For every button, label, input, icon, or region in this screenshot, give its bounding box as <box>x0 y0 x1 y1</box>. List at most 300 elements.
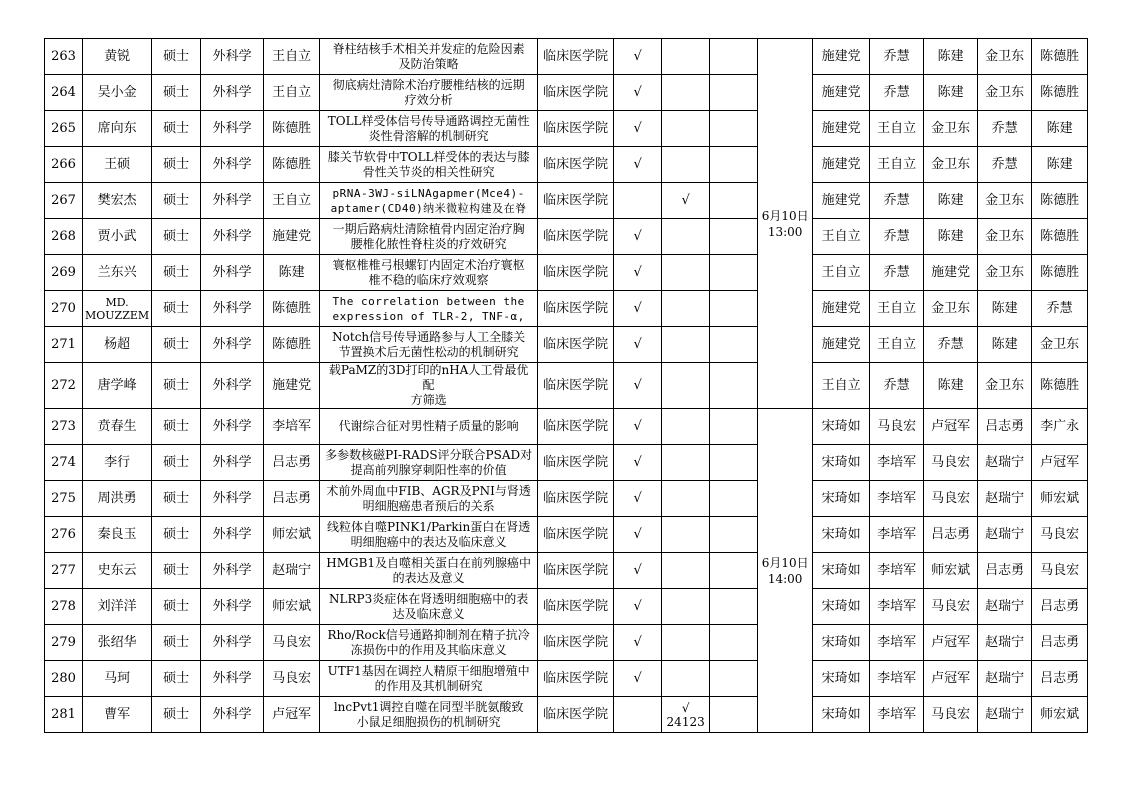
committee-chair: 王自立 <box>813 363 870 409</box>
committee-member: 吕志勇 <box>1032 661 1088 697</box>
blank-column <box>710 517 758 553</box>
degree: 硕士 <box>152 111 201 147</box>
thesis-title <box>320 75 538 111</box>
major: 外科学 <box>201 255 264 291</box>
college: 临床医学院 <box>538 147 614 183</box>
committee-chair: 施建党 <box>813 147 870 183</box>
thesis-title-line: UTF1基因在调控人精原干细胞增殖中 <box>327 663 530 678</box>
major: 外科学 <box>201 589 264 625</box>
thesis-title-line: 炎性骨溶解的机制研究 <box>368 128 489 143</box>
blank-column <box>710 39 758 75</box>
row-number: 279 <box>45 625 83 661</box>
degree: 硕士 <box>152 661 201 697</box>
college: 临床医学院 <box>538 589 614 625</box>
advisor: 卢冠军 <box>264 697 320 733</box>
student-name: 刘洋洋 <box>83 589 152 625</box>
row-number: 277 <box>45 553 83 589</box>
committee-member: 马良宏 <box>924 481 978 517</box>
thesis-title <box>320 111 538 147</box>
committee-member: 乔慧 <box>870 255 924 291</box>
committee-member: 卢冠军 <box>924 661 978 697</box>
student-name: 秦良玉 <box>83 517 152 553</box>
degree: 硕士 <box>152 625 201 661</box>
check-column-1 <box>614 697 662 733</box>
check-column-2 <box>662 291 710 327</box>
committee-chair: 施建党 <box>813 75 870 111</box>
college: 临床医学院 <box>538 517 614 553</box>
student-name-line: MD. <box>105 295 129 309</box>
thesis-title-line: 疗效分析 <box>404 92 453 107</box>
thesis-title-line: 方筛选 <box>410 393 447 407</box>
committee-member: 陈德胜 <box>1032 255 1088 291</box>
committee-member: 陈建 <box>924 183 978 219</box>
student-name: 曹军 <box>83 697 152 733</box>
table-row <box>45 697 1088 733</box>
advisor: 李培军 <box>264 409 320 445</box>
blank-column <box>710 183 758 219</box>
committee-member: 李培军 <box>870 445 924 481</box>
committee-member: 施建党 <box>924 255 978 291</box>
college: 临床医学院 <box>538 409 614 445</box>
check-column-1: √ <box>614 661 662 697</box>
row-number: 267 <box>45 183 83 219</box>
blank-column <box>710 589 758 625</box>
defense-time <box>758 409 813 733</box>
row-number: 269 <box>45 255 83 291</box>
major: 外科学 <box>201 697 264 733</box>
committee-chair: 宋琦如 <box>813 481 870 517</box>
committee-member: 乔慧 <box>978 147 1032 183</box>
check-column-2 <box>662 445 710 481</box>
major: 外科学 <box>201 147 264 183</box>
major: 外科学 <box>201 111 264 147</box>
committee-member: 李培军 <box>870 553 924 589</box>
blank-column <box>710 219 758 255</box>
committee-chair: 施建党 <box>813 183 870 219</box>
student-name: 杨超 <box>83 327 152 363</box>
check-column-1: √ <box>614 327 662 363</box>
table-body <box>45 39 1088 733</box>
row-number: 274 <box>45 445 83 481</box>
table-row <box>45 481 1088 517</box>
thesis-title-line: 术前外周血中FIB、AGR及PNI与肾透 <box>326 483 531 498</box>
defense-time-line: 13:00 <box>767 224 803 239</box>
thesis-title <box>320 363 538 409</box>
committee-chair: 施建党 <box>813 39 870 75</box>
committee-member: 乔慧 <box>870 363 924 409</box>
row-number: 276 <box>45 517 83 553</box>
advisor: 陈德胜 <box>264 291 320 327</box>
committee-member: 卢冠军 <box>924 625 978 661</box>
college: 临床医学院 <box>538 327 614 363</box>
degree: 硕士 <box>152 219 201 255</box>
thesis-title <box>320 291 538 327</box>
table-row <box>45 291 1088 327</box>
check-column-2 <box>662 327 710 363</box>
student-name: 马珂 <box>83 661 152 697</box>
thesis-title <box>320 183 538 219</box>
check-column-2-line: √ <box>681 700 690 715</box>
committee-member: 金卫东 <box>978 39 1032 75</box>
committee-member: 金卫东 <box>978 219 1032 255</box>
thesis-title-line: aptamer(CD40)纳米微粒构建及在脊 <box>330 201 527 215</box>
committee-member: 陈建 <box>924 39 978 75</box>
committee-member: 金卫东 <box>1032 327 1088 363</box>
major: 外科学 <box>201 291 264 327</box>
committee-member: 金卫东 <box>924 291 978 327</box>
check-column-1: √ <box>614 111 662 147</box>
committee-member: 乔慧 <box>870 219 924 255</box>
committee-chair: 宋琦如 <box>813 409 870 445</box>
committee-member: 陈建 <box>924 219 978 255</box>
committee-member: 赵瑞宁 <box>978 517 1032 553</box>
thesis-title-line: lncPvt1调控自噬在同型半胱氨酸致 <box>333 699 524 714</box>
student-name: 吴小金 <box>83 75 152 111</box>
committee-member: 赵瑞宁 <box>978 625 1032 661</box>
check-column-1: √ <box>614 445 662 481</box>
committee-member: 师宏斌 <box>1032 697 1088 733</box>
committee-member: 陈德胜 <box>1032 219 1088 255</box>
degree: 硕士 <box>152 697 201 733</box>
thesis-title-line: 骨性关节炎的相关性研究 <box>362 164 495 179</box>
committee-member: 乔慧 <box>1032 291 1088 327</box>
degree: 硕士 <box>152 255 201 291</box>
committee-member: 卢冠军 <box>1032 445 1088 481</box>
blank-column <box>710 363 758 409</box>
major: 外科学 <box>201 625 264 661</box>
committee-member: 陈建 <box>978 327 1032 363</box>
committee-member: 金卫东 <box>978 363 1032 409</box>
committee-member: 陈建 <box>1032 111 1088 147</box>
defense-time-line: 6月10日 <box>761 208 809 223</box>
blank-column <box>710 481 758 517</box>
thesis-title <box>320 409 538 445</box>
row-number: 275 <box>45 481 83 517</box>
degree: 硕士 <box>152 553 201 589</box>
thesis-title-line: 的表达及意义 <box>392 570 465 585</box>
student-name: 席向东 <box>83 111 152 147</box>
degree: 硕士 <box>152 291 201 327</box>
check-column-1: √ <box>614 147 662 183</box>
check-column-1 <box>614 183 662 219</box>
check-column-2 <box>662 111 710 147</box>
major: 外科学 <box>201 661 264 697</box>
table-row <box>45 219 1088 255</box>
thesis-title-line: expression of TLR-2, TNF-α, <box>332 309 525 323</box>
row-number: 271 <box>45 327 83 363</box>
committee-member: 马良宏 <box>924 589 978 625</box>
committee-member: 赵瑞宁 <box>978 481 1032 517</box>
check-column-2 <box>662 219 710 255</box>
row-number: 273 <box>45 409 83 445</box>
advisor: 陈德胜 <box>264 147 320 183</box>
check-column-1: √ <box>614 219 662 255</box>
student-name: 樊宏杰 <box>83 183 152 219</box>
thesis-title-line: Notch信号传导通路参与人工全膝关 <box>332 329 526 344</box>
degree: 硕士 <box>152 445 201 481</box>
advisor: 吕志勇 <box>264 445 320 481</box>
table-row <box>45 75 1088 111</box>
thesis-title <box>320 445 538 481</box>
student-name: 张绍华 <box>83 625 152 661</box>
committee-member: 马良宏 <box>1032 517 1088 553</box>
committee-member: 马良宏 <box>924 697 978 733</box>
major: 外科学 <box>201 219 264 255</box>
committee-chair: 王自立 <box>813 255 870 291</box>
blank-column <box>710 445 758 481</box>
thesis-title-line: 代谢综合征对男性精子质量的影响 <box>338 419 519 433</box>
student-name: 唐学峰 <box>83 363 152 409</box>
committee-member: 王自立 <box>870 111 924 147</box>
thesis-title-line: 小鼠足细胞损伤的机制研究 <box>356 714 501 729</box>
student-name: 周洪勇 <box>83 481 152 517</box>
thesis-title-line: 节置换术后无菌性松动的机制研究 <box>338 344 519 359</box>
thesis-title <box>320 553 538 589</box>
committee-member: 金卫东 <box>924 111 978 147</box>
major: 外科学 <box>201 39 264 75</box>
blank-column <box>710 291 758 327</box>
check-column-2 <box>662 39 710 75</box>
blank-column <box>710 697 758 733</box>
defense-time <box>758 39 813 409</box>
thesis-title-line: 脊柱结核手术相关并发症的危险因素 <box>332 41 525 56</box>
thesis-title-line: 多参数核磁PI-RADS评分联合PSAD对 <box>325 447 533 462</box>
thesis-title <box>320 517 538 553</box>
committee-member: 陈德胜 <box>1032 183 1088 219</box>
committee-member: 王自立 <box>870 147 924 183</box>
thesis-title-line: 一期后路病灶清除植骨内固定治疗胸 <box>332 221 525 236</box>
committee-chair: 宋琦如 <box>813 697 870 733</box>
student-name <box>83 291 152 327</box>
committee-member: 吕志勇 <box>1032 625 1088 661</box>
blank-column <box>710 111 758 147</box>
check-column-2-line: 24123 <box>666 714 705 729</box>
table-row <box>45 147 1088 183</box>
major: 外科学 <box>201 183 264 219</box>
committee-member: 陈建 <box>978 291 1032 327</box>
student-name: 兰东兴 <box>83 255 152 291</box>
committee-member: 李广永 <box>1032 409 1088 445</box>
check-column-2 <box>662 589 710 625</box>
thesis-title <box>320 625 538 661</box>
committee-member: 卢冠军 <box>924 409 978 445</box>
advisor: 王自立 <box>264 75 320 111</box>
table-row <box>45 661 1088 697</box>
major: 外科学 <box>201 445 264 481</box>
row-number: 263 <box>45 39 83 75</box>
committee-member: 李培军 <box>870 589 924 625</box>
thesis-title-line: 明细胞癌患者预后的关系 <box>362 498 495 513</box>
thesis-title-line: 载PaMZ的3D打印的nHA人工骨最优配 <box>328 363 529 392</box>
thesis-title-line: 冻损伤中的作用及其临床意义 <box>350 642 507 657</box>
advisor: 王自立 <box>264 183 320 219</box>
major: 外科学 <box>201 75 264 111</box>
advisor: 马良宏 <box>264 625 320 661</box>
college: 临床医学院 <box>538 661 614 697</box>
committee-member: 金卫东 <box>978 255 1032 291</box>
college: 临床医学院 <box>538 255 614 291</box>
thesis-title-line: 明细胞癌中的表达及临床意义 <box>350 534 507 549</box>
committee-member: 金卫东 <box>978 183 1032 219</box>
advisor: 陈建 <box>264 255 320 291</box>
committee-chair: 宋琦如 <box>813 517 870 553</box>
committee-member: 陈建 <box>924 363 978 409</box>
row-number: 268 <box>45 219 83 255</box>
committee-member: 赵瑞宁 <box>978 589 1032 625</box>
thesis-title-line: 线粒体自噬PINK1/Parkin蛋白在肾透 <box>327 519 531 534</box>
row-number: 266 <box>45 147 83 183</box>
college: 临床医学院 <box>538 39 614 75</box>
check-column-1: √ <box>614 409 662 445</box>
check-column-1: √ <box>614 589 662 625</box>
degree: 硕士 <box>152 147 201 183</box>
check-column-1: √ <box>614 75 662 111</box>
thesis-title-line: 彻底病灶清除术治疗腰椎结核的远期 <box>332 77 525 92</box>
committee-member: 乔慧 <box>870 183 924 219</box>
major: 外科学 <box>201 327 264 363</box>
check-column-1: √ <box>614 255 662 291</box>
college: 临床医学院 <box>538 697 614 733</box>
check-column-2 <box>662 553 710 589</box>
advisor: 陈德胜 <box>264 111 320 147</box>
blank-column <box>710 661 758 697</box>
row-number: 278 <box>45 589 83 625</box>
row-number: 270 <box>45 291 83 327</box>
row-number: 280 <box>45 661 83 697</box>
check-column-2 <box>662 255 710 291</box>
advisor: 陈德胜 <box>264 327 320 363</box>
committee-member: 王自立 <box>870 327 924 363</box>
student-name: 史东云 <box>83 553 152 589</box>
major: 外科学 <box>201 363 264 409</box>
defense-time-line: 6月10日 <box>761 555 809 570</box>
advisor: 赵瑞宁 <box>264 553 320 589</box>
committee-chair: 宋琦如 <box>813 445 870 481</box>
table-row <box>45 553 1088 589</box>
table-row <box>45 183 1088 219</box>
student-name-line: MOUZZEM <box>85 308 150 322</box>
degree: 硕士 <box>152 363 201 409</box>
thesis-title-line: 寰枢椎椎弓根螺钉内固定术治疗寰枢 <box>332 257 525 272</box>
table-row <box>45 111 1088 147</box>
committee-member: 陈德胜 <box>1032 75 1088 111</box>
college: 临床医学院 <box>538 183 614 219</box>
advisor: 师宏斌 <box>264 517 320 553</box>
check-column-2: √ <box>662 183 710 219</box>
thesis-title <box>320 661 538 697</box>
table-row <box>45 363 1088 409</box>
check-column-1: √ <box>614 363 662 409</box>
check-column-2 <box>662 363 710 409</box>
committee-member: 赵瑞宁 <box>978 661 1032 697</box>
thesis-title <box>320 219 538 255</box>
advisor: 施建党 <box>264 219 320 255</box>
table-row <box>45 409 1088 445</box>
committee-member: 马良宏 <box>924 445 978 481</box>
college: 临床医学院 <box>538 219 614 255</box>
table-row <box>45 39 1088 75</box>
major: 外科学 <box>201 409 264 445</box>
committee-member: 乔慧 <box>978 111 1032 147</box>
table-row <box>45 327 1088 363</box>
check-column-2 <box>662 75 710 111</box>
table-row <box>45 517 1088 553</box>
thesis-title-line: 及防治策略 <box>398 56 459 71</box>
thesis-title <box>320 39 538 75</box>
college: 临床医学院 <box>538 111 614 147</box>
row-number: 264 <box>45 75 83 111</box>
committee-member: 陈建 <box>924 75 978 111</box>
committee-member: 吕志勇 <box>978 409 1032 445</box>
thesis-title-line: 的作用及其机制研究 <box>374 678 483 693</box>
committee-member: 李培军 <box>870 661 924 697</box>
check-column-1: √ <box>614 481 662 517</box>
committee-member: 赵瑞宁 <box>978 445 1032 481</box>
committee-member: 陈德胜 <box>1032 363 1088 409</box>
thesis-title-line: 达及临床意义 <box>392 606 465 621</box>
check-column-2 <box>662 661 710 697</box>
defense-time-line: 14:00 <box>767 571 803 586</box>
check-column-2 <box>662 481 710 517</box>
row-number: 265 <box>45 111 83 147</box>
thesis-title <box>320 481 538 517</box>
degree: 硕士 <box>152 75 201 111</box>
student-name: 贲春生 <box>83 409 152 445</box>
degree: 硕士 <box>152 39 201 75</box>
degree: 硕士 <box>152 589 201 625</box>
committee-member: 李培军 <box>870 625 924 661</box>
committee-chair: 宋琦如 <box>813 625 870 661</box>
student-name: 王硕 <box>83 147 152 183</box>
thesis-title <box>320 147 538 183</box>
check-column-1: √ <box>614 553 662 589</box>
committee-member: 马良宏 <box>870 409 924 445</box>
thesis-title-line: HMGB1及自噬相关蛋白在前列腺癌中 <box>326 555 532 570</box>
blank-column <box>710 625 758 661</box>
advisor: 施建党 <box>264 363 320 409</box>
thesis-title <box>320 697 538 733</box>
committee-member: 金卫东 <box>978 75 1032 111</box>
blank-column <box>710 147 758 183</box>
committee-chair: 宋琦如 <box>813 553 870 589</box>
major: 外科学 <box>201 481 264 517</box>
thesis-title-line: 腰椎化脓性脊柱炎的疗效研究 <box>350 236 507 251</box>
thesis-title-line: 椎不稳的临床疗效观察 <box>368 272 489 287</box>
thesis-title <box>320 589 538 625</box>
thesis-title-line: NLRP3炎症体在肾透明细胞癌中的表 <box>329 591 529 606</box>
check-column-2 <box>662 409 710 445</box>
row-number: 272 <box>45 363 83 409</box>
college: 临床医学院 <box>538 363 614 409</box>
college: 临床医学院 <box>538 291 614 327</box>
committee-member: 吕志勇 <box>1032 589 1088 625</box>
committee-member: 乔慧 <box>870 39 924 75</box>
college: 临床医学院 <box>538 445 614 481</box>
committee-member: 马良宏 <box>1032 553 1088 589</box>
degree: 硕士 <box>152 183 201 219</box>
blank-column <box>710 255 758 291</box>
blank-column <box>710 327 758 363</box>
defense-table <box>44 38 1088 733</box>
committee-chair: 宋琦如 <box>813 589 870 625</box>
table-row <box>45 255 1088 291</box>
committee-chair: 宋琦如 <box>813 661 870 697</box>
check-column-2 <box>662 147 710 183</box>
major: 外科学 <box>201 517 264 553</box>
student-name: 黄锐 <box>83 39 152 75</box>
committee-member: 陈德胜 <box>1032 39 1088 75</box>
check-column-2 <box>662 625 710 661</box>
